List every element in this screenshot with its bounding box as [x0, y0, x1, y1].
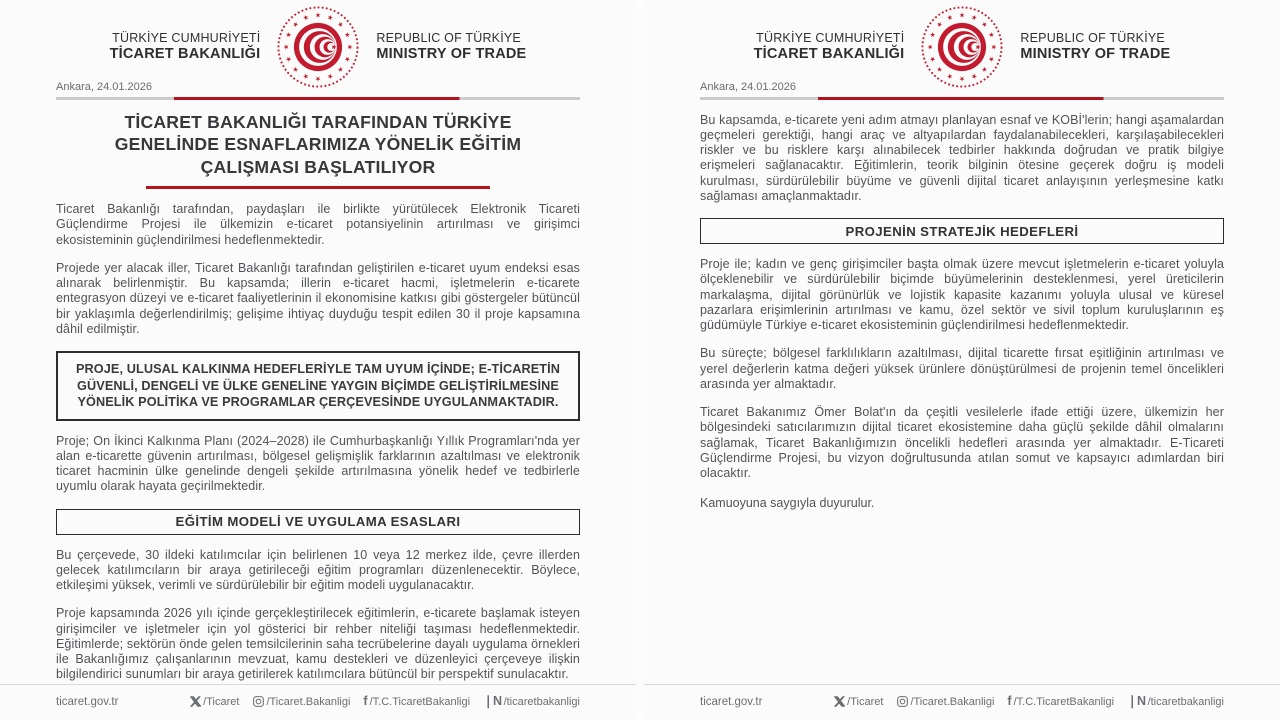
page-footer — [0, 684, 636, 720]
org-tr-line2: TİCARET BAKANLIĞI — [109, 45, 261, 62]
social-facebook — [1007, 695, 1114, 708]
org-tr-line2: TİCARET BAKANLIĞI — [753, 45, 905, 62]
social-x — [189, 696, 239, 708]
website-url: ticaret.gov.tr — [700, 695, 763, 708]
x-icon — [833, 696, 845, 708]
social-x — [833, 696, 883, 708]
header-rule — [700, 97, 1224, 100]
org-name-english — [376, 31, 526, 64]
social-handle: /Ticaret.Bakanligi — [266, 695, 351, 708]
social-instagram — [252, 696, 350, 708]
paragraph: Projede yer alacak iller, Ticaret Bakanlığı tarafından geliştirilen e-ticaret uyum endeksi esas alınarak belirlenmiştir. Bu kapsamda; illerin e-ticaret hacmi, işletmelerin e-ticarete entegrasyon düzeyi ve e-ticaret faaliyetlerinin il ekonomisine katkısı gibi göstergeler bütüncül bir yaklaşımla değerlendirilmiş; gelişime ihtiyaç duyduğu tespit edilen 30 il proje kapsamına dâhil edilmiştir. — [56, 260, 580, 336]
org-tr-line1: TÜRKİYE CUMHURİYETİ — [112, 30, 261, 45]
org-name-english — [1020, 31, 1170, 64]
section-header-strategic-goals: PROJENİN STRATEJİK HEDEFLERİ — [700, 218, 1224, 244]
org-en-line2: MINISTRY OF TRADE — [1020, 45, 1171, 62]
social-handles — [833, 695, 1224, 708]
masthead — [700, 0, 1224, 90]
x-icon — [189, 696, 201, 708]
social-handle: /T.C.TicaretBakanligi — [369, 695, 471, 708]
social-handles — [189, 695, 580, 708]
social-handle: /ticaretbakanligi — [503, 695, 580, 708]
dateline: Ankara, 24.01.2026 — [56, 81, 153, 93]
social-instagram — [896, 696, 994, 708]
press-release-page-1 — [0, 0, 636, 720]
page-footer — [644, 684, 1280, 720]
dateline: Ankara, 24.01.2026 — [700, 81, 797, 93]
press-release-page-2 — [644, 0, 1280, 720]
paragraph: Ticaret Bakanımız Ömer Bolat'ın da çeşitli vesilelerle ifade ettiği üzere, ülkemizin her bölgesindeki satıcılarımızın dijital ticaret ekosistemine daha güçlü şekilde dâhil olmalarını sağlamak, Ticaret Bakanlığımızın öncelikli hedefleri arasında yer almaktadır. E-Ticareti Güçlendirme Projesi, bu vizyon doğrultusunda atılan somut ve kapsayıcı adımlardan biri olacaktır. — [700, 405, 1224, 480]
social-handle: /T.C.TicaretBakanligi — [1013, 695, 1115, 708]
org-en-line1: REPUBLIC OF TÜRKİYE — [1020, 30, 1165, 45]
paragraph: Bu kapsamda, e-ticarete yeni adım atmayı planlayan esnaf ve KOBİ'lerin; hangi aşamalardan geçmeleri gerektiği, hangi araç ve altyapılardan faydalanabilecekleri, karşılaşabilecekleri riskler ve bu risklere karşı alınabilecek tedbirler hakkında doğrudan ve pratik bilgiye erişmeleri sağlanacaktır. Eğitimlerin, teorik bilginin ötesine geçerek doğru iş modeli kurulması, sürdürülebilir büyüme ve güvenli dijital ticaret anlayışının yerleşmesine katkı sağlaması amaçlanmaktadır. — [700, 112, 1224, 203]
highlight-box: PROJE, ULUSAL KALKINMA HEDEFLERİYLE TAM UYUM İÇİNDE; E-TİCARETİN GÜVENLİ, DENGELİ VE ÜLKE GENELİNE YAYGIN BİÇİMDE GELİŞTİRİLMESİNE YÖNELİK POLİTİKA VE PROGRAMLAR ÇERÇEVESİNDE UYGULANMAKTADIR. — [56, 351, 580, 421]
paragraph: Proje; On İkinci Kalkınma Planı (2024–2028) ile Cumhurbaşkanlığı Yıllık Programları'nda yer alan e-ticarette güvenin artırılması, bölgesel gelişmişlik farklarının azaltılması ve elektronik ticaret hacminin ülke genelinde dengeli şekilde artırılmasına yönelik hedef ve tedbirlerle uyumlu olarak hayata geçirilmektedir. — [56, 433, 580, 494]
masthead — [56, 0, 580, 90]
paragraph: Proje ile; kadın ve genç girişimciler başta olmak üzere mevcut işletmelerin e-ticaret yoluyla ölçeklenebilir ve sürdürülebilir biçimde büyümelerinin desteklenmesi, yerel üreticilerin markalaşma, dijital görünürlük ve lojistik kapasite kazanımı yoluyla ulusal ve küresel pazarlara erişimlerinin artırılması ve kamu, özel sektör ve sivil toplum kuruluşlarının eş güdümüyle Türkiye e-ticaret ekosisteminin güçlendirilmesi hedeflenmektedir. — [700, 257, 1224, 332]
social-handle: /Ticaret.Bakanligi — [910, 695, 995, 708]
facebook-icon: f — [363, 694, 368, 709]
facebook-icon: f — [1007, 694, 1012, 709]
ministry-of-trade-logo-icon — [919, 4, 1005, 90]
social-facebook — [363, 695, 470, 708]
nsosyal-icon: ❘N — [1127, 694, 1146, 709]
social-handle: /Ticaret — [203, 695, 240, 708]
social-nsosyal — [1127, 695, 1224, 708]
social-handle: /ticaretbakanligi — [1147, 695, 1224, 708]
title-underline — [146, 186, 490, 189]
page-title: TİCARET BAKANLIĞI TARAFINDAN TÜRKİYE GENELİNDE ESNAFLARIMIZA YÖNELİK EĞİTİM ÇALIŞMASI BAŞLATILIYOR — [114, 111, 522, 178]
paragraph: Bu süreçte; bölgesel farklılıkların azaltılması, dijital ticarette fırsat eşitliğinin artırılması ve yerel değerlerin katma değeri yüksek ürünlere dönüştürülmesi de projenin temel öncelikleri arasında yer almaktadır. — [700, 346, 1224, 391]
instagram-icon — [896, 696, 908, 708]
org-tr-line1: TÜRKİYE CUMHURİYETİ — [756, 30, 905, 45]
social-nsosyal — [483, 695, 580, 708]
nsosyal-icon: ❘N — [483, 694, 502, 709]
website-url: ticaret.gov.tr — [56, 695, 119, 708]
org-en-line2: MINISTRY OF TRADE — [376, 45, 527, 62]
paragraph: Proje kapsamında 2026 yılı içinde gerçekleştirilecek eğitimlerin, e-ticarete başlamak isteyen girişimciler ve işletmeler için yol gösterici bir rehber niteliği taşıması hedeflenmektedir. Eğitimlerde; sektörün önde gelen temsilcilerinin saha tecrübelerine dayalı uygulama örnekleri ile Bakanlığımız çalışanlarının mevzuat, kamu destekleri ve düzenleyici çerçeveye ilişkin bilgilendirici sunumları bir araya getirilerek katılımcılara bütüncül bir perspektif sunulacaktır. — [56, 606, 580, 682]
header-rule — [56, 97, 580, 100]
org-en-line1: REPUBLIC OF TÜRKİYE — [376, 30, 521, 45]
org-name-turkish — [754, 31, 905, 64]
section-header-education-model: EĞİTİM MODELİ VE UYGULAMA ESASLARI — [56, 509, 580, 535]
closing-line: Kamuoyuna saygıyla duyurulur. — [700, 496, 875, 511]
ministry-of-trade-logo-icon — [275, 4, 361, 90]
org-name-turkish — [110, 31, 261, 64]
social-handle: /Ticaret — [847, 695, 884, 708]
paragraph: Bu çerçevede, 30 ildeki katılımcılar için belirlenen 10 veya 12 merkez ilde, çevre illerden gelecek katılımcıların bir araya getirileceği eğitim programları düzenlenecektir. Böylece, etkileşimi yüksek, verimli ve sürdürülebilir bir eğitim modeli uygulanacaktır. — [56, 547, 580, 593]
paragraph: Ticaret Bakanlığı tarafından, paydaşları ile birlikte yürütülecek Elektronik Ticareti Güçlendirme Projesi ile ülkemizin e-ticaret potansiyelinin artırılması ve girişimci ekosisteminin güçlendirilmesi hedeflenmektedir. — [56, 202, 580, 247]
instagram-icon — [252, 696, 264, 708]
